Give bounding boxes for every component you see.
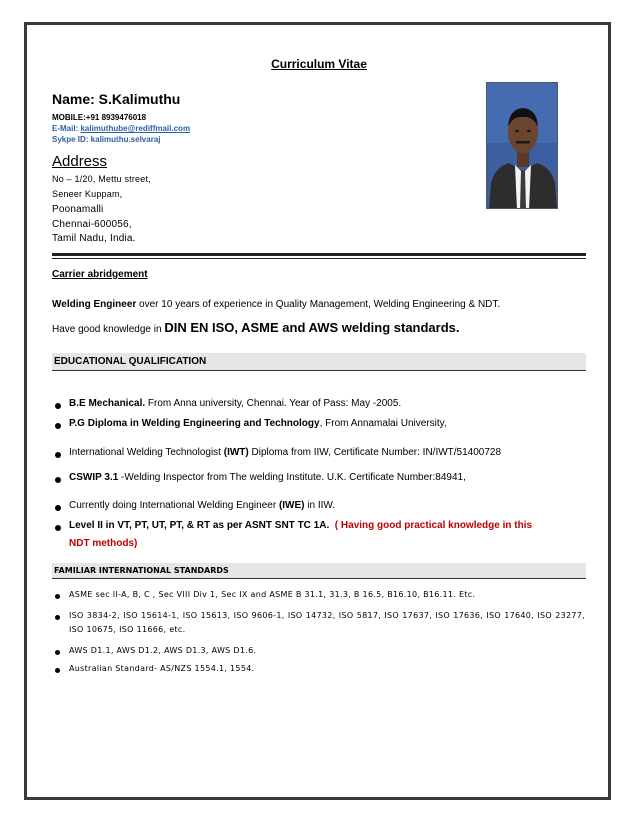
education-section-header xyxy=(52,353,586,371)
bullet-icon xyxy=(55,525,61,531)
divider xyxy=(52,258,586,259)
address-heading: Address xyxy=(52,153,108,170)
profile-photo xyxy=(486,82,558,209)
standards-section-header xyxy=(52,563,586,579)
address-line: No – 1/20, Mettu street, xyxy=(52,174,151,184)
bullet-icon xyxy=(55,650,60,655)
education-item xyxy=(69,500,335,511)
email-link[interactable]: kalimuthube@rediffmail.com xyxy=(80,124,191,133)
education-heading: EDUCATIONAL QUALIFICATION xyxy=(54,356,207,367)
address-line: Tamil Nadu, India. xyxy=(52,233,136,244)
abridgement-line xyxy=(52,299,500,310)
item-bold: CSWIP 3.1 xyxy=(69,472,119,483)
divider xyxy=(52,253,586,256)
standard-item: AWS D1.1, AWS D1.2, AWS D1.3, AWS D1.6. xyxy=(69,646,257,655)
standard-item: ISO 3834-2, ISO 15614-1, ISO 15613, ISO 9606-1, ISO 14732, ISO 5817, ISO 17637, ISO 17636, ISO 17640, ISO 23277, ISO 10675, ISO 11666, etc. xyxy=(69,611,585,634)
bullet-icon xyxy=(55,594,60,599)
standards-highlight: DIN EN ISO, ASME and AWS welding standards. xyxy=(164,320,460,335)
address-line: Poonamalli xyxy=(52,204,104,215)
standard-item: ASME sec II-A, B, C , Sec VIII Div 1, Sec IX and ASME B 31.1, 31.3, B 16.5, B16.10, B16.11. Etc. xyxy=(69,590,476,599)
document-title: Curriculum Vitae xyxy=(271,57,367,71)
item-bold: (IWE) xyxy=(278,500,305,511)
address-line: Seneer Kuppam, xyxy=(52,189,123,199)
bullet-icon xyxy=(55,668,60,673)
bullet-icon xyxy=(55,615,60,620)
standard-item: Australian Standard- AS/NZS 1554.1, 1554. xyxy=(69,664,255,673)
address-line: Chennai-600056, xyxy=(52,219,132,230)
skype-id: Sykpe ID: kalimuthu.selvaraj xyxy=(52,135,161,144)
item-bold: (IWT) xyxy=(223,447,249,458)
email-line xyxy=(52,124,190,133)
item-note: ( Having good practical knowledge in this xyxy=(334,520,533,531)
item-bold: Level II in VT, PT, UT, PT, & RT as per ASNT SNT TC 1A. xyxy=(69,520,330,531)
experience-text: over 10 years of experience in Quality Management, Welding Engineering & NDT. xyxy=(136,299,501,310)
item-note-continued: NDT methods) xyxy=(69,538,138,549)
knowledge-line xyxy=(52,320,460,335)
education-item xyxy=(69,520,586,531)
bullet-icon xyxy=(55,423,61,429)
item-text: From Anna university, Chennai. Year of Pass: May -2005. xyxy=(145,398,402,409)
item-bold: P.G Diploma in Welding Engineering and Technology xyxy=(69,418,320,429)
item-text: , From Annamalai University, xyxy=(319,418,447,429)
email-label: E-Mail: xyxy=(52,124,81,133)
item-text: Diploma from IIW, Certificate Number: IN/IWT/51400728 xyxy=(248,447,502,458)
role-title: Welding Engineer xyxy=(52,299,137,310)
bullet-icon xyxy=(55,505,61,511)
item-prefix: International Welding Technologist xyxy=(69,447,224,458)
abridgement-heading: Carrier abridgement xyxy=(52,269,148,280)
education-item xyxy=(69,398,401,409)
item-text: in IIW. xyxy=(304,500,336,511)
bullet-icon xyxy=(55,403,61,409)
knowledge-prefix: Have good knowledge in xyxy=(52,324,165,335)
bullet-icon xyxy=(55,477,61,483)
candidate-name: Name: S.Kalimuthu xyxy=(52,91,181,107)
portrait-image xyxy=(487,83,558,209)
item-text: -Welding Inspector from The welding Institute. U.K. Certificate Number:84941, xyxy=(118,472,466,483)
education-item xyxy=(69,447,501,458)
education-item xyxy=(69,418,447,429)
mobile-number: MOBILE:+91 8939476018 xyxy=(52,113,147,122)
bullet-icon xyxy=(55,452,61,458)
education-item xyxy=(69,472,466,483)
item-prefix: Currently doing International Welding Engineer xyxy=(69,500,279,511)
standards-heading: FAMILIAR INTERNATIONAL STANDARDS xyxy=(54,566,229,575)
item-bold: B.E Mechanical. xyxy=(69,398,146,409)
